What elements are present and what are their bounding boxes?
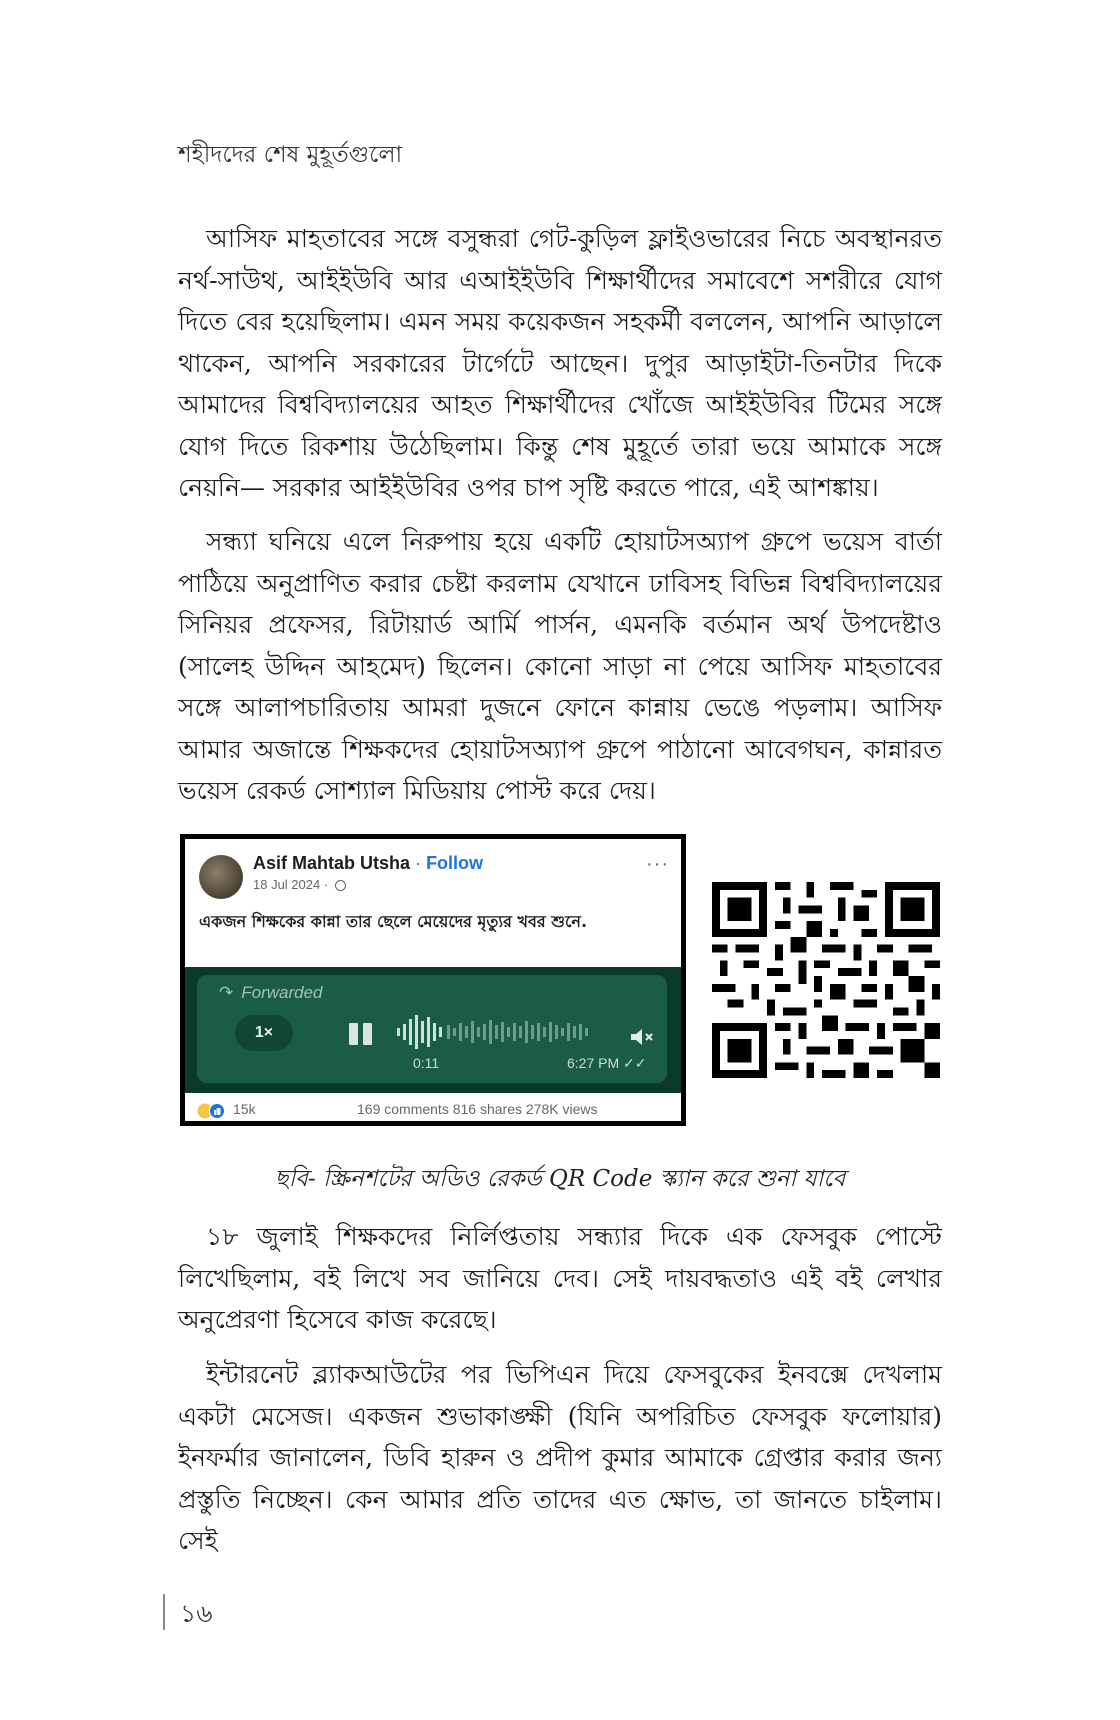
paragraph-4 (178, 1354, 942, 1562)
paragraph-2-text: সন্ধ্যা ঘনিয়ে এলে নিরুপায় হয়ে একটি হোয়াটসঅ্যাপ গ্রুপে ভয়েস বার্তা পাঠিয়ে অনুপ্রাণিত করার চেষ্টা করলাম যেখানে ঢাবিসহ বিভিন্ন বিশ্ববিদ্যালয়ের সিনিয়র প্রফেসর, রিটায়ার্ড আর্মি পার্সন, এমনকি বর্তমান অর্থ উপদেষ্টাও (সালেহ উদ্দিন আহমেদ) ছিলেন। কোনো সাড়া না পেয়ে আসিফ মাহতাবের সঙ্গে আলাপচারিতায় আমরা দুজনে ফোনে কান্নায় ভেঙে পড়লাম। আসিফ আমার অজান্তে শিক্ষকদের হোয়াটসঅ্যাপ গ্রুপে পাঠানো আবেগঘন, কান্নারত ভয়েস রেকর্ড সোশ্যাল মিডিয়ায় পোস্ট করে দেয়। (178, 527, 942, 805)
qr-code (712, 882, 940, 1078)
globe-icon (335, 880, 346, 891)
playback-speed: 1× (235, 1015, 293, 1051)
voice-duration: 0:11 (413, 1055, 440, 1071)
post-header (199, 851, 673, 901)
follow-link: Follow (426, 853, 484, 873)
pause-icon (349, 1023, 377, 1045)
post-caption: একজন শিক্ষকের কান্না তার ছেলে মেয়েদের মৃত্যুর খবর শুনে. (199, 912, 588, 931)
reaction-icons (197, 1103, 227, 1119)
avatar (199, 855, 243, 899)
waveform (397, 1011, 627, 1053)
forwarded-indicator (219, 983, 323, 1003)
post-author-line (253, 853, 483, 874)
paragraph-3 (178, 1216, 942, 1341)
paragraph-1-text: আসিফ মাহতাবের সঙ্গে বসুন্ধরা গেট-কুড়িল ফ্লাইওভারের নিচে অবস্থানরত নর্থ-সাউথ, আইইউবি আর এআইইউবি শিক্ষার্থীদের সমাবেশে সশরীরে যোগ দিতে বের হয়েছিলাম। এমন সময় কয়েকজন সহকর্মী বললেন, আপনি আড়ালে থাকেন, আপনি সরকারের টার্গেটে আছেন। দুপুর আড়াইটা-তিনটার দিকে আমাদের বিশ্ববিদ্যালয়ের আহত শিক্ষার্থীদের খোঁজে আইইউবির টিমের সঙ্গে যোগ দিতে রিকশায় উঠেছিলাম। কিন্তু শেষ মুহূর্তে তারা ভয়ে আমাকে সঙ্গে নেয়নি— সরকার আইইউবির ওপর চাপ সৃষ্টি করতে পারে, এই আশঙ্কায়। (178, 224, 942, 502)
more-options-icon: ··· (646, 853, 669, 875)
separator-dot: · (415, 853, 422, 873)
page-number: ১৬ (180, 1599, 213, 1628)
message-time-text: 6:27 PM (567, 1055, 620, 1071)
voice-message-bubble (197, 975, 667, 1083)
figure-caption: ছবি- স্ক্রিনশটের অডিও রেকর্ড QR Code স্ক্যান করে শুনা যাবে (274, 1166, 846, 1192)
paragraph-4-text: ইন্টারনেট ব্ল্যাকআউটের পর ভিপিএন দিয়ে ফেসবুকের ইনবক্সে দেখলাম একটা মেসেজ। একজন শুভাকাঙ্ক্ষী (যিনি অপরিচিত ফেসবুক ফলোয়ার) ইনফর্মার জানালেন, ডিবি হারুন ও প্রদীপ কুমার আমাকে গ্রেপ্তার করার জন্য প্রস্তুতি নিচ্ছেন। কেন আমার প্রতি তাদের এত ক্ষোভ, তা জানতে চাইলাম। সেই (178, 1360, 942, 1555)
paragraph-2 (178, 521, 942, 812)
post-date: 18 Jul 2024 · (253, 877, 329, 892)
post-author: Asif Mahtab Utsha (253, 853, 411, 873)
voice-message-area (185, 967, 681, 1093)
paragraph-3-text: ১৮ জুলাই শিক্ষকদের নির্লিপ্ততায় সন্ধ্যার দিকে এক ফেসবুক পোস্টে লিখেছিলাম, বই লিখে সব জানিয়ে দেব। সেই দায়বদ্ধতাও এই বই লেখার অনুপ্রেরণা হিসেবে কাজ করেছে। (178, 1222, 942, 1334)
running-head: শহীদদের শেষ মুহূর্তগুলো (178, 142, 403, 168)
reaction-count: 15k (233, 1101, 256, 1117)
folio-rule (163, 1594, 165, 1630)
forwarded-label: Forwarded (241, 983, 323, 1002)
facebook-post-screenshot (180, 834, 686, 1126)
post-footer (197, 1101, 671, 1121)
forward-icon: ↷ (219, 983, 234, 1002)
post-date-line (253, 877, 346, 892)
paragraph-1 (178, 218, 942, 509)
mute-icon (629, 1027, 655, 1047)
post-stats: 169 comments 816 shares 278K views (357, 1101, 598, 1117)
read-receipt-icon: ✓✓ (623, 1055, 647, 1071)
message-time (567, 1055, 647, 1072)
